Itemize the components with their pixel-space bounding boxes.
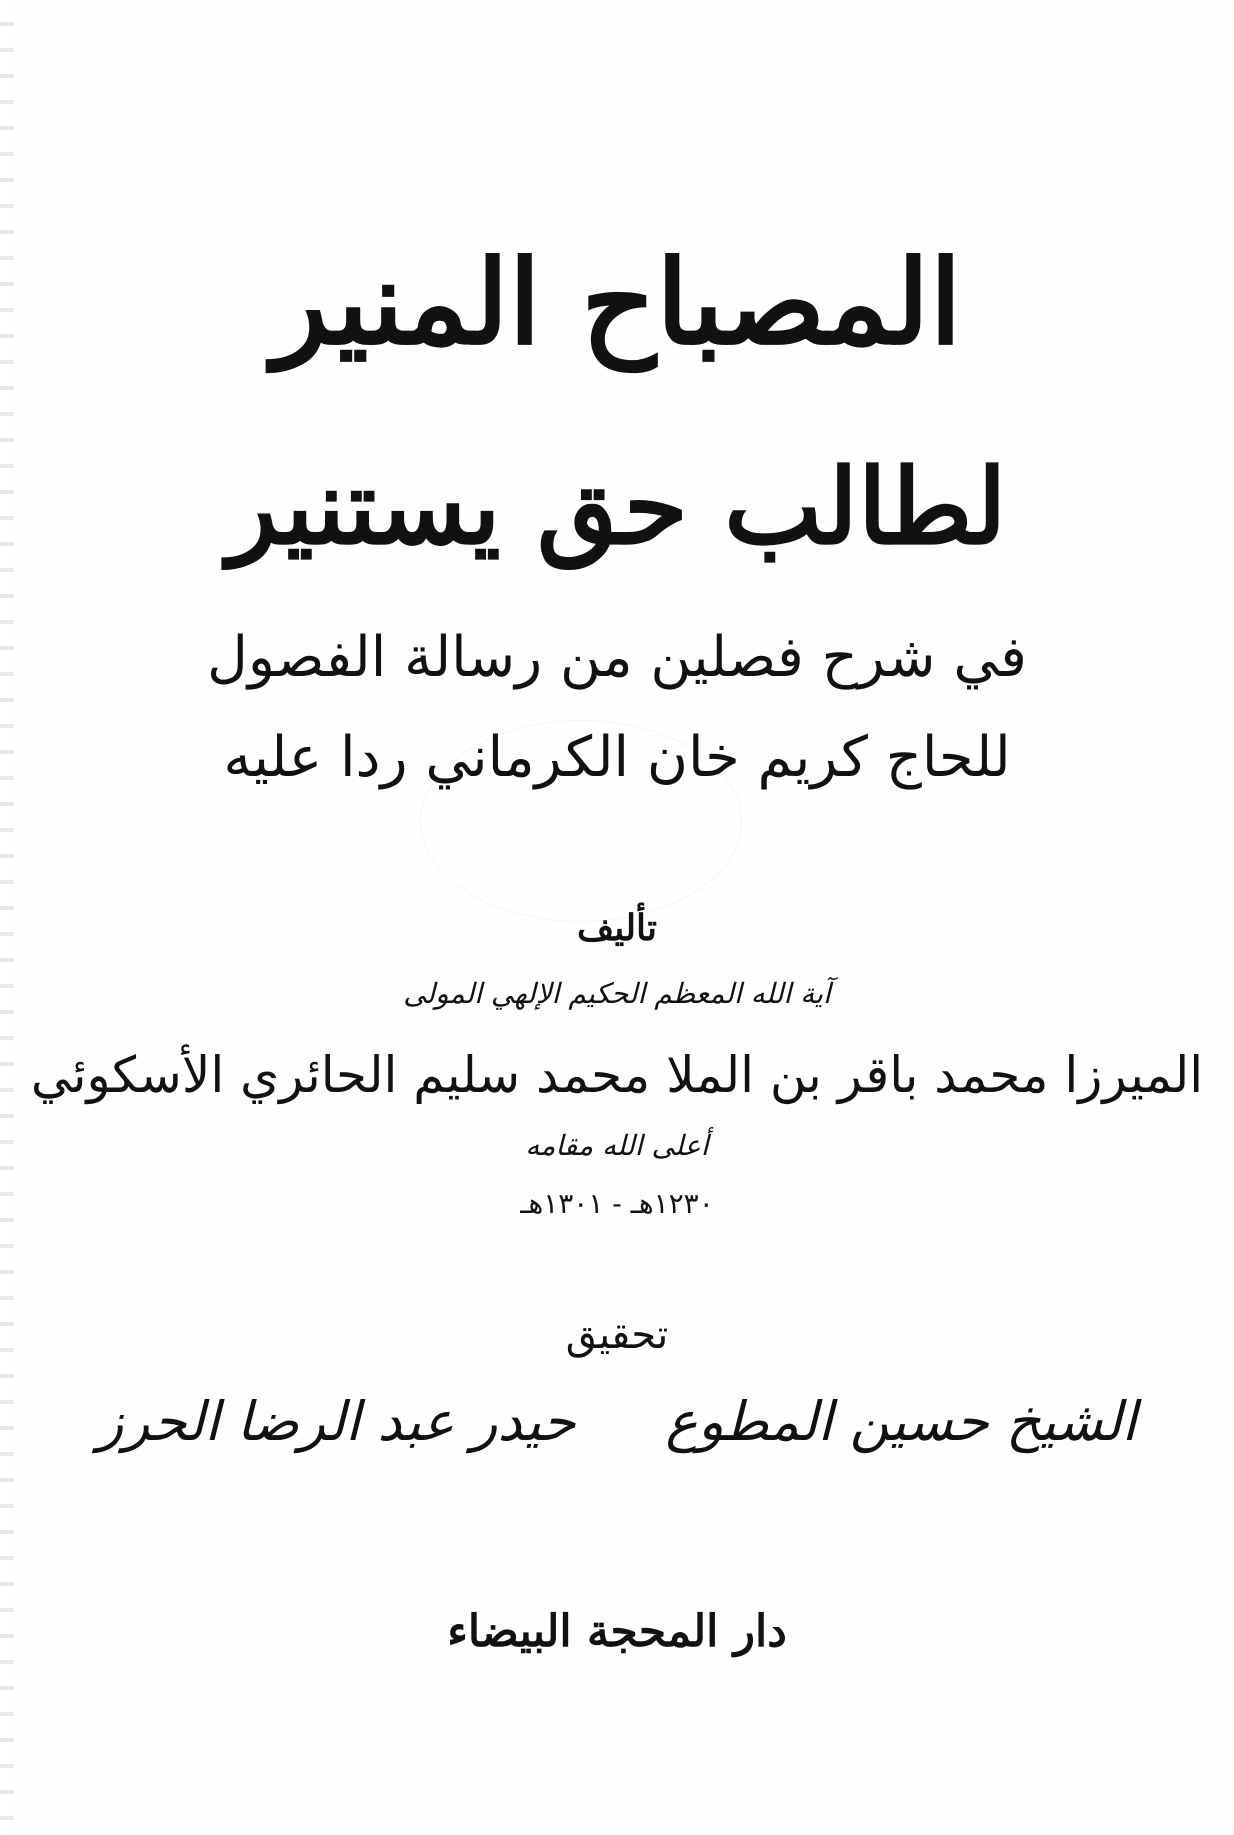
- author-honorific: آية الله المعظم الحكيم الإلهي المولى: [403, 977, 831, 1010]
- editor-2: حيدر عبد الرضا الحرز: [97, 1390, 576, 1453]
- editor-1: الشيخ حسين المطوع: [665, 1390, 1137, 1453]
- subtitle-line-2: للحاج كريم خان الكرماني ردا عليه: [223, 725, 1011, 790]
- book-title-line-1: المصباح المنير: [272, 235, 962, 371]
- editors: [0, 1390, 1234, 1453]
- editing-label: تحقيق: [565, 1312, 669, 1358]
- author-blessing: أعلى الله مقامه: [525, 1129, 709, 1162]
- subtitle-line-1: في شرح فصلين من رسالة الفصول: [207, 625, 1027, 690]
- author-dates: ١٢٣٠هـ - ١٣٠١هـ: [520, 1187, 714, 1220]
- book-title-line-2: لطالب حق يستنير: [227, 445, 1007, 568]
- author-label: تأليف: [576, 907, 658, 949]
- publisher: دار المحجة البيضاء: [447, 1606, 787, 1657]
- author-name: الميرزا محمد باقر بن الملا محمد سليم الحائري الأسكوئي: [30, 1046, 1204, 1104]
